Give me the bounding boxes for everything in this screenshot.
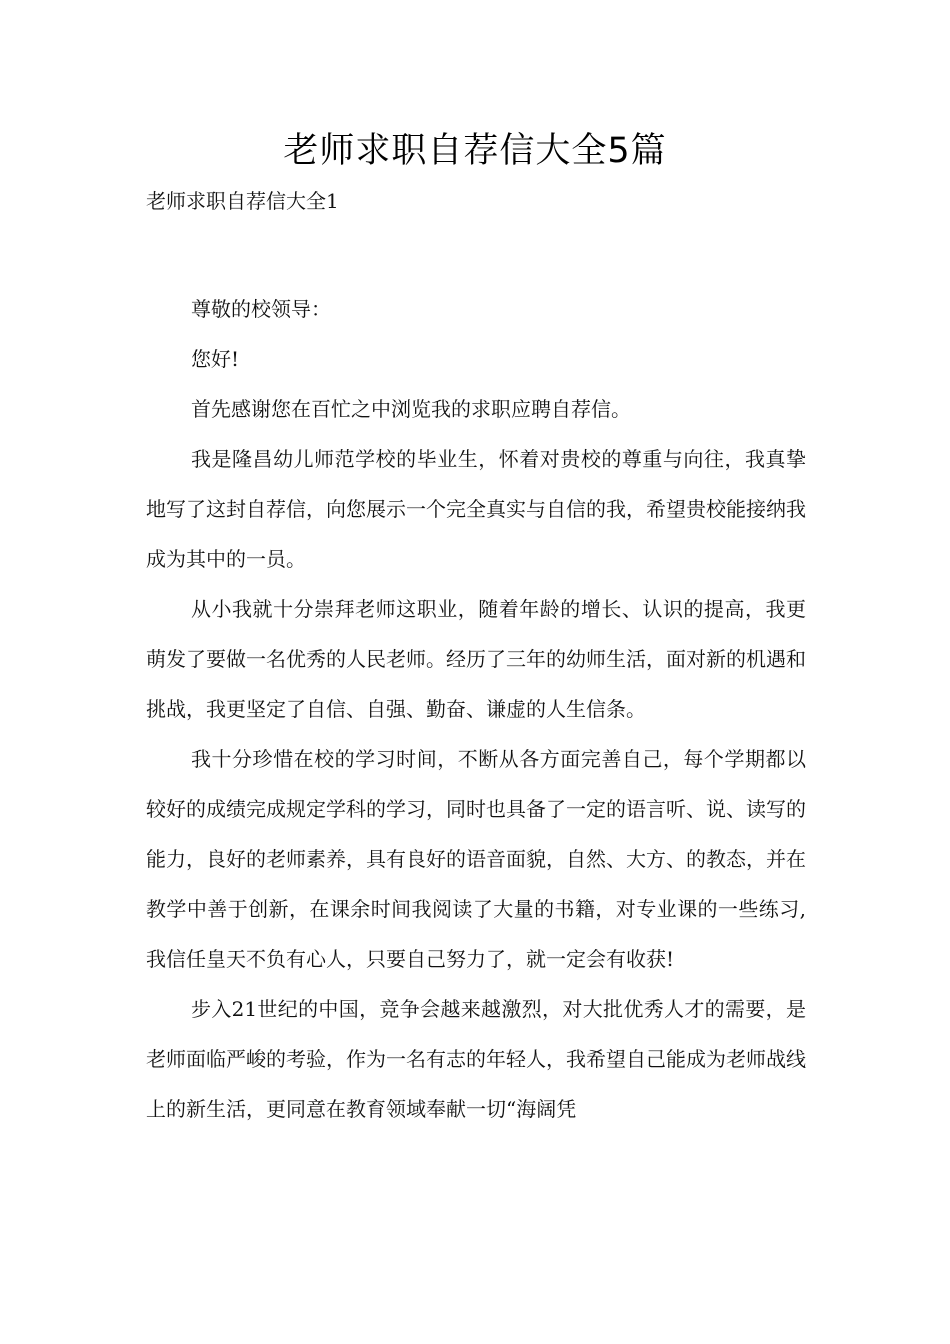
- section-heading: 老师求职自荐信大全1: [146, 189, 339, 213]
- letter-paragraph: 我十分珍惜在校的学习时间，不断从各方面完善自己，每个学期都以较好的成绩完成规定学科的学习，同时也具备了一定的语言听、说、读写的能力，良好的老师素养，具有良好的语音面貌，自然、大方、的教态，并在教学中善于创新，在课余时间我阅读了大量的书籍，对专业课的一些练习,我信任皇天不负有心人，只要自己努力了，就一定会有收获!: [146, 747, 806, 971]
- letter-paragraph: 从小我就十分崇拜老师这职业，随着年龄的增长、认识的提高，我更萌发了要做一名优秀的人民老师。经历了三年的幼师生活，面对新的机遇和挑战，我更坚定了自信、自强、勤奋、谦虚的人生信条。: [146, 597, 806, 721]
- letter-paragraph: 步入21世纪的中国，竞争会越来越激烈，对大批优秀人才的需要，是老师面临严峻的考验，作为一名有志的年轻人，我希望自己能成为老师战线上的新生活，更同意在教育领域奉献一切“海阔凭: [146, 997, 806, 1121]
- letter-paragraph: 我是隆昌幼儿师范学校的毕业生，怀着对贵校的尊重与向往，我真挚地写了这封自荐信，向您展示一个完全真实与自信的我，希望贵校能接纳我成为其中的一员。: [146, 447, 806, 571]
- letter-body: [146, 284, 806, 1134]
- document-title: 老师求职自荐信大全5篇: [283, 131, 667, 171]
- letter-greeting: 您好!: [191, 347, 240, 371]
- letter-salutation: 尊敬的校领导：: [191, 297, 331, 321]
- letter-paragraph: 首先感谢您在百忙之中浏览我的求职应聘自荐信。: [191, 397, 631, 421]
